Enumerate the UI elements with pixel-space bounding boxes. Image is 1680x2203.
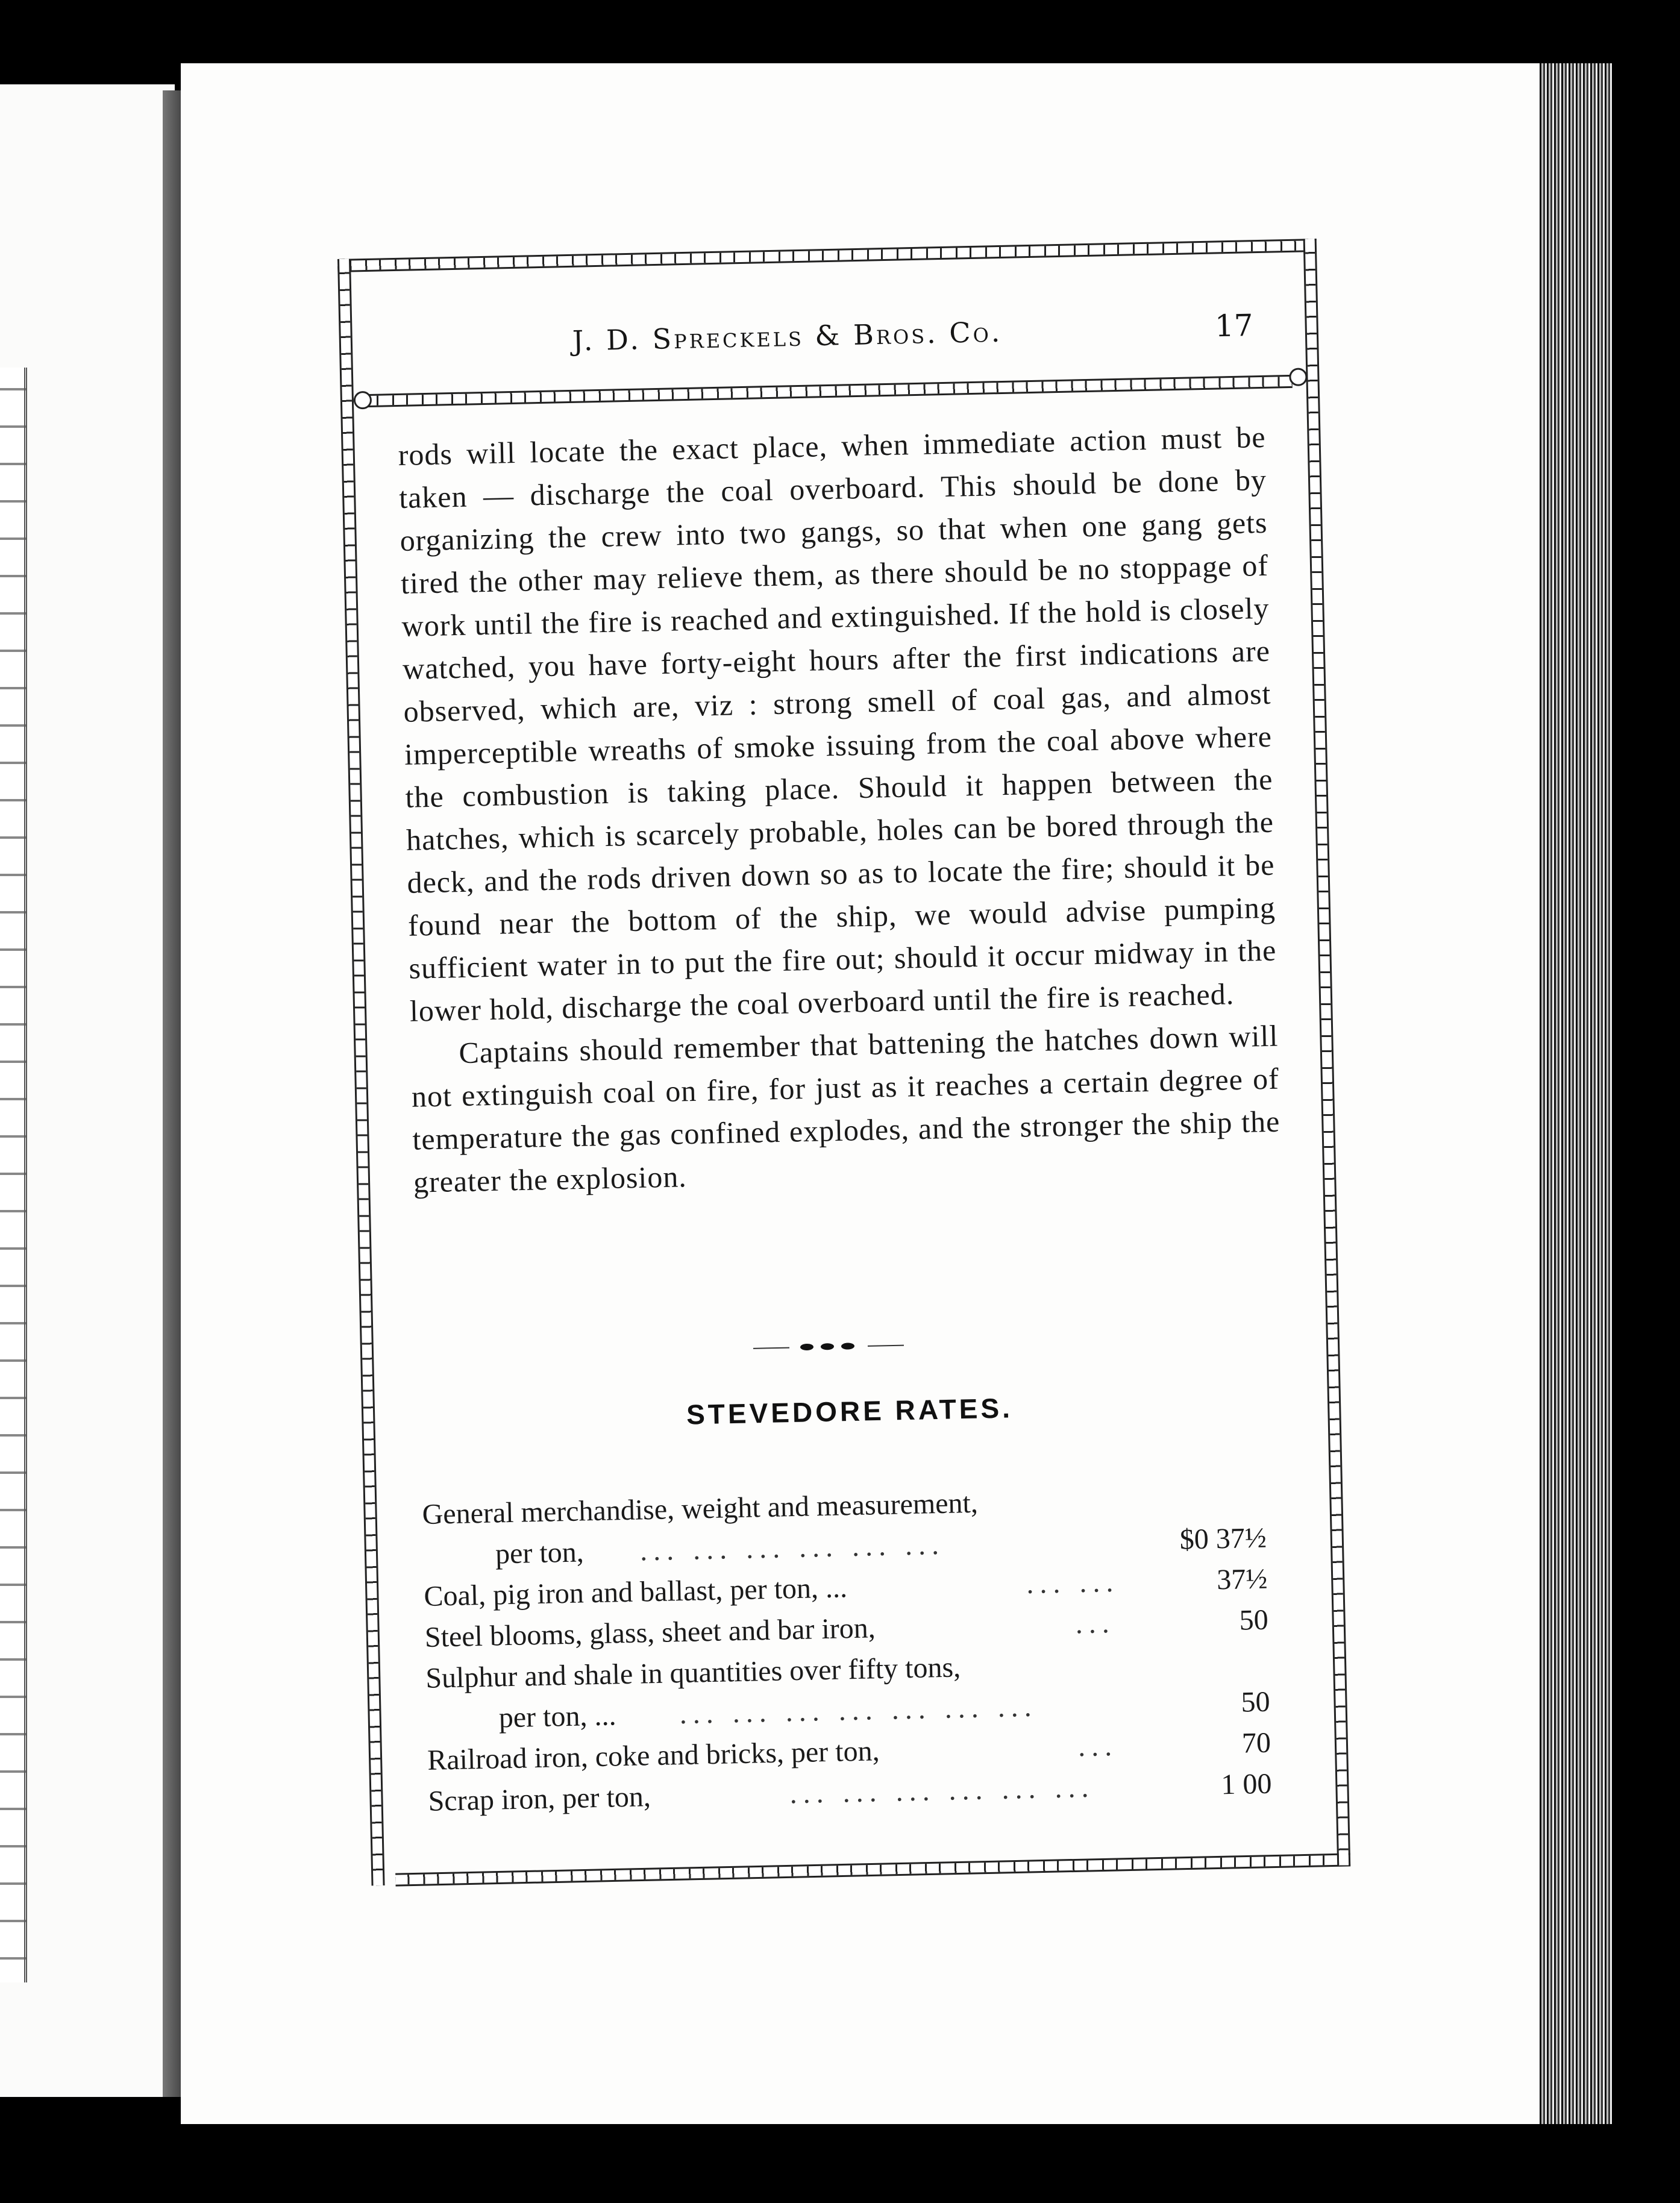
rate-price: 70 (1241, 1726, 1271, 1760)
rate-price: 1 00 (1220, 1767, 1272, 1801)
paragraph: rods will locate the exact place, when immediate action must be taken — discharge the coal overboard. This should be done by organizing the crew into two gangs, so that when one gang gets tired the other may relieve them, as there should be no stoppage of work until the fire is reached and extinguished. If the hold is closely watched, you have forty-eight hours after the first indications are observed, which are, viz : strong smell of coal gas, and almost imperceptible wreaths of smoke issuing from the coal above where the combustion is taking place. Should it happen between the hatches, which is scarcely probable, holes can be bored through the deck, and the rods driven down so as to locate the fire; should it be found near the bottom of the ship, we would advise pumping sufficient water in to put the fire out; should it occur midway in the lower hold, discharge the coal overboard until the fire is reached. (398, 419, 1277, 1028)
rate-leaders: ... (1077, 1729, 1118, 1763)
body-text (398, 416, 1281, 1204)
rate-leaders: ... ... ... ... ... ... (789, 1771, 1095, 1810)
rate-leaders: ... (1075, 1606, 1116, 1640)
rate-item: Scrap iron, per ton, (428, 1781, 651, 1817)
chain-ring-right (1289, 368, 1308, 386)
rate-item: per ton, ... (498, 1699, 616, 1734)
rate-item: per ton, (495, 1536, 585, 1570)
rate-item: General merchandise, weight and measurement, (422, 1487, 979, 1531)
rates-table (422, 1477, 1272, 1822)
rate-item: Coal, pig iron and ballast, per ton, ... (423, 1572, 848, 1612)
rate-price: 50 (1240, 1685, 1271, 1719)
running-head: J. D. Spreckels & Bros. Co. (572, 315, 1003, 357)
section-title: STEVEDORE RATES. (686, 1392, 1014, 1431)
rate-leaders: ... ... (1026, 1565, 1120, 1600)
rate-leaders: ... ... ... ... ... ... (639, 1528, 945, 1567)
rate-item: Railroad iron, coke and bricks, per ton, (427, 1735, 880, 1776)
paragraph: Captains should remember that battening the hatches down will not extinguish coal on fire, for just as it reaches a certain degree of temperature the gas confined explodes, and the stronger the ship the greater the explosion. (411, 1018, 1280, 1199)
rate-price: $0 37½ (1179, 1521, 1267, 1556)
page-number: 17 (1214, 307, 1254, 344)
rate-item: Steel blooms, glass, sheet and bar iron, (424, 1612, 876, 1653)
rate-price: 50 (1239, 1603, 1269, 1637)
page-edges (1540, 63, 1612, 2124)
rate-price: 37½ (1216, 1562, 1268, 1596)
chain-border-header-rule (365, 375, 1293, 407)
facing-page (0, 84, 175, 2097)
facing-page-border (0, 368, 27, 1982)
rate-item: Sulphur and shale in quantities over fifty tons, (425, 1651, 961, 1694)
rate-leaders: ... ... ... ... ... ... ... (679, 1690, 1038, 1731)
